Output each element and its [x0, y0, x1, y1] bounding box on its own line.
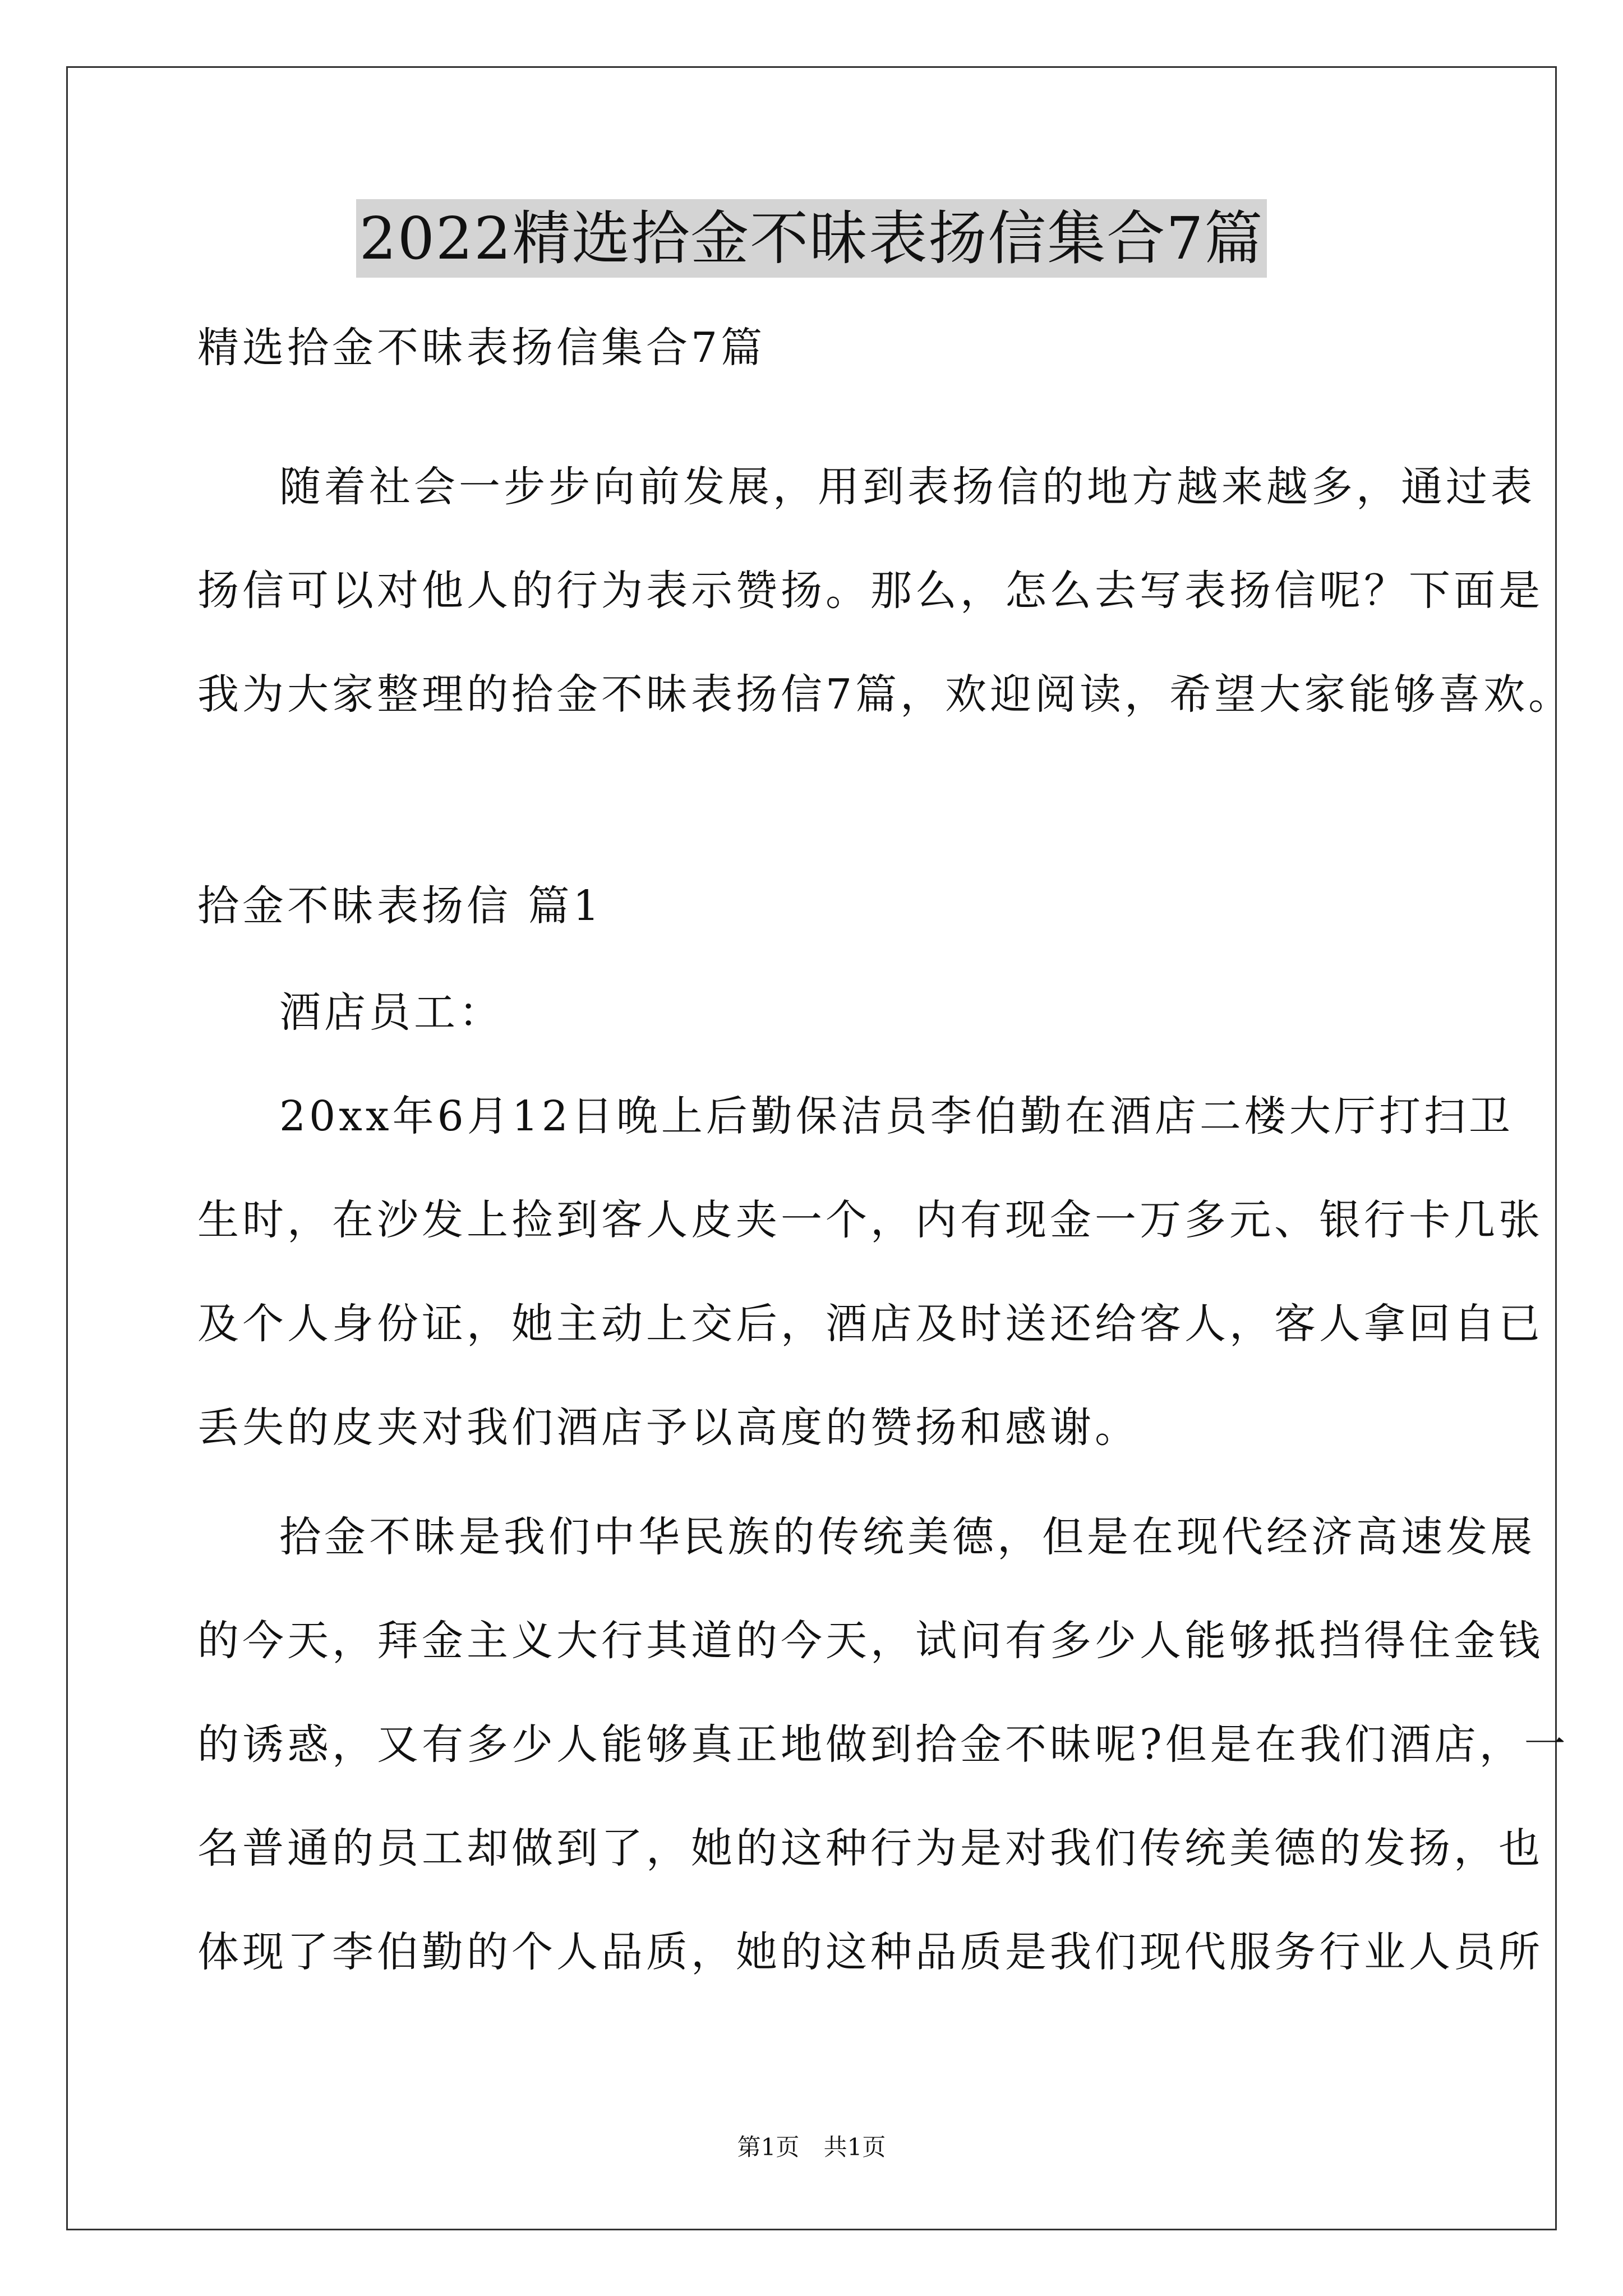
paragraph1-line-1: 20xx年6月12日晚上后勤保洁员李伯勤在酒店二楼大厅打扫卫	[279, 1092, 1514, 1140]
paragraph2-line-2: 的今天，拜金主义大行其道的今天，试问有多少人能够抵挡得住金钱	[197, 1617, 1543, 1665]
document-title: 2022精选拾金不昧表扬信集合7篇	[356, 199, 1267, 278]
intro-line-1: 随着社会一步步向前发展，用到表扬信的地方越来越多，通过表	[279, 463, 1536, 511]
page-border	[66, 66, 1557, 2230]
paragraph1-line-2: 生时，在沙发上捡到客人皮夹一个，内有现金一万多元、银行卡几张	[197, 1196, 1543, 1244]
salutation: 酒店员工：	[279, 988, 504, 1037]
paragraph2-line-5: 体现了李伯勤的个人品质，她的这种品质是我们现代服务行业人员所	[197, 1928, 1543, 1976]
paragraph2-line-4: 名普通的员工却做到了，她的这种行为是对我们传统美德的发扬，也	[197, 1824, 1543, 1872]
paragraph1-line-4: 丢失的皮夹对我们酒店予以高度的赞扬和感谢。	[197, 1404, 1140, 1452]
intro-line-3: 我为大家整理的拾金不昧表扬信7篇，欢迎阅读，希望大家能够喜欢。	[197, 670, 1574, 719]
page-footer: 第1页 共1页	[737, 2133, 886, 2161]
document-subtitle: 精选拾金不昧表扬信集合7篇	[197, 324, 766, 372]
title-wrap	[0, 199, 1623, 278]
intro-line-2: 扬信可以对他人的行为表示赞扬。那么，怎么去写表扬信呢？下面是	[197, 567, 1543, 615]
paragraph1-line-3: 及个人身份证，她主动上交后，酒店及时送还给客人，客人拿回自已	[197, 1300, 1543, 1348]
paragraph2-line-3: 的诱惑，又有多少人能够真正地做到拾金不昧呢?但是在我们酒店，一	[197, 1720, 1569, 1769]
section-heading: 拾金不昧表扬信 篇1	[197, 882, 603, 930]
paragraph2-line-1: 拾金不昧是我们中华民族的传统美德，但是在现代经济高速发展	[279, 1513, 1536, 1561]
